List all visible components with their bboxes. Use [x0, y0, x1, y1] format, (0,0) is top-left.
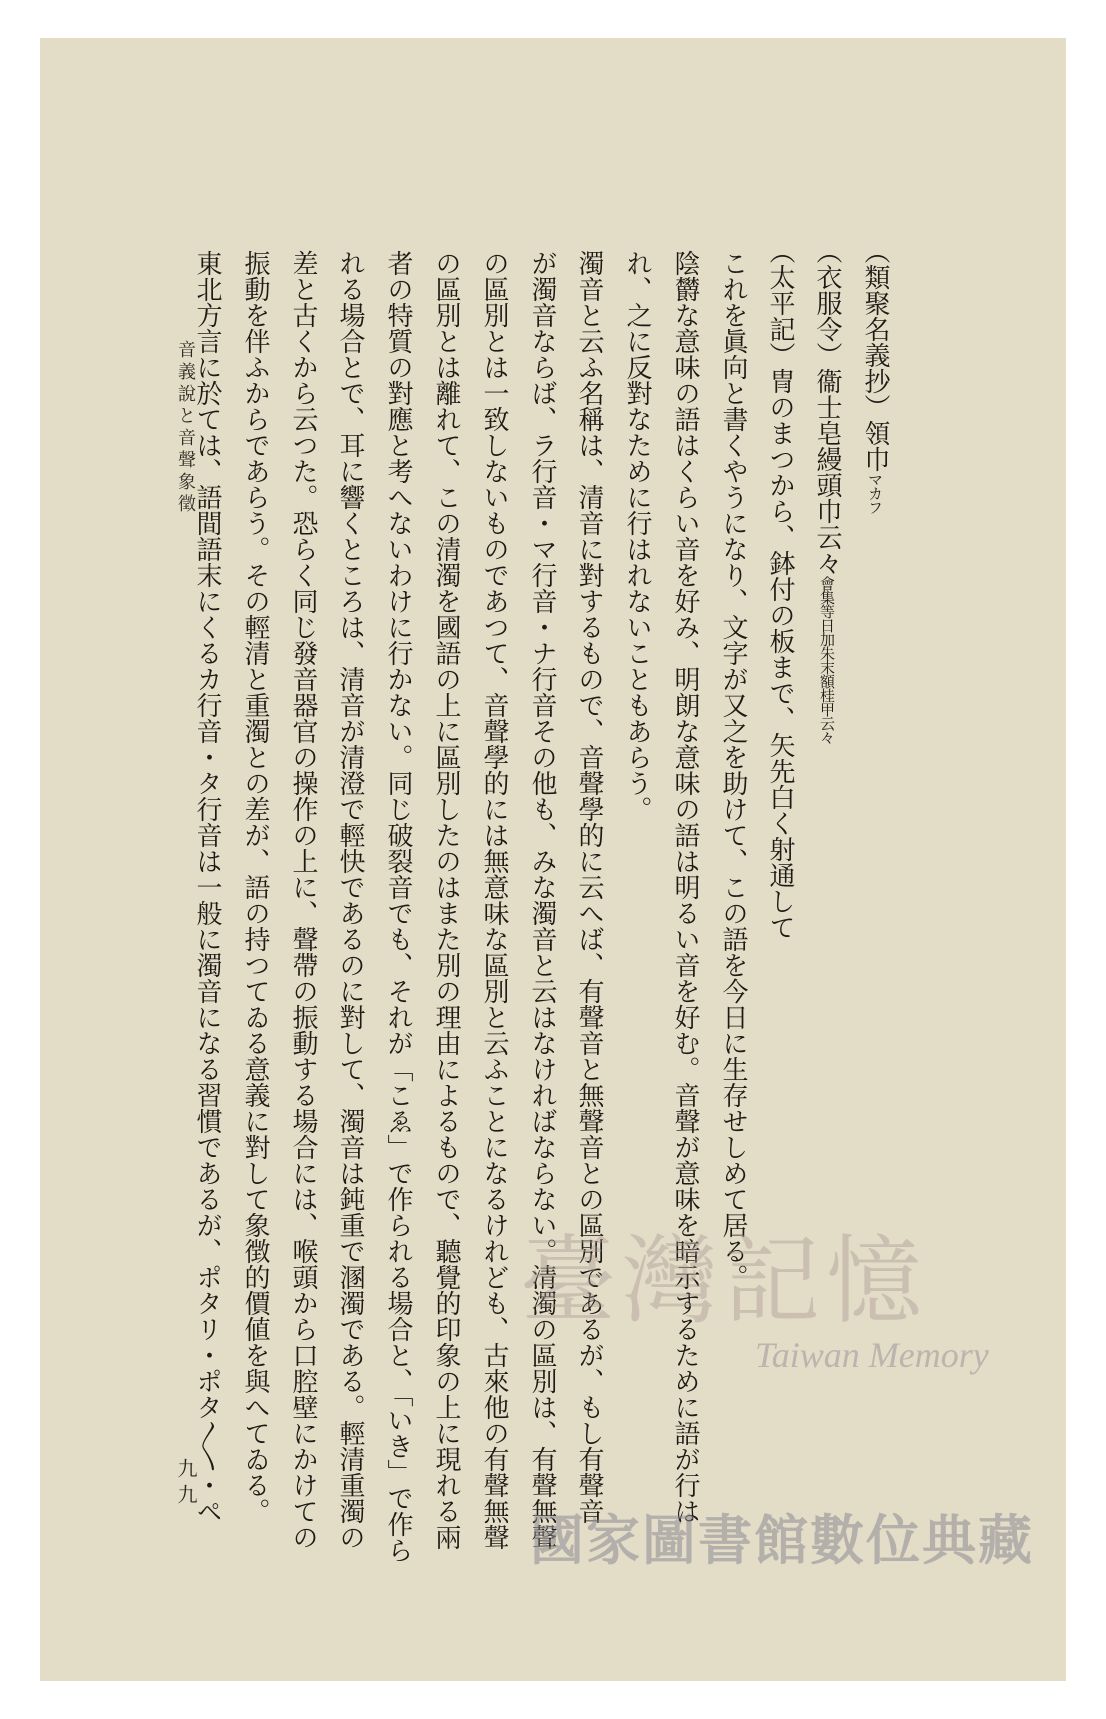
text-column-11: [381, 250, 415, 1563]
column-text: の區別とは一致しないものであつて、音聲學的には無意味な區別と云ふことになるけれども、古來他の有聲無聲: [479, 250, 509, 1550]
column-annotation: マカフ: [866, 472, 884, 514]
text-column-3: [763, 238, 797, 940]
text-column-8: [525, 250, 559, 1550]
text-column-1: [858, 238, 892, 514]
column-text: （太平記）冑のまつから、鉢付の板まで、矢先白く射通して: [765, 238, 795, 940]
running-title: 音義說と音聲象徵: [175, 340, 196, 516]
text-column-10: [429, 250, 463, 1550]
text-column-13: [286, 250, 320, 1550]
column-text: 差と古くから云つた。恐らく同じ發音器官の操作の上に、聲帶の振動する場合には、喉頭から口腔壁にかけての: [288, 250, 318, 1550]
text-column-4: [716, 250, 750, 1290]
book-page: [40, 38, 1066, 1681]
text-column-9: [477, 250, 511, 1550]
watermark-sub-text: 國家圖書館數位典藏: [530, 1509, 1034, 1572]
column-text: れ、之に反對なために行はれないこともあらう。: [622, 250, 652, 822]
text-column-12: [333, 250, 367, 1550]
column-text: 陰欝な意味の語はくらい音を好み、明朗な意味の語は明るい音を好む。音聲が意味を暗示するために語が行は: [670, 250, 700, 1524]
column-text: の區別とは離れて、この清濁を國語の上に區別したのはまた別の理由によるもので、聽覺的印象の上に現れる兩: [431, 250, 461, 1550]
column-text: 東北方言に於ては、語間語末にくるカ行音・タ行音は一般に濁音になる習慣であるが、ポタリ・ポタ〳〵・ペ: [192, 250, 222, 1524]
column-text: が濁音ならば、ラ行音・マ行音・ナ行音その他も、みな濁音と云はなければならない。清濁の區別は、有聲無聲: [527, 250, 557, 1550]
column-text: 者の特質の對應と考へないわけに行かない。同じ破裂音でも、それが「こゑ」で作られる場合と、「いき」で作ら: [383, 250, 413, 1563]
column-text: れる場合とで、耳に響くところは、清音が清澄で輕快であるのに對して、濁音は鈍重で溷濁である。輕清重濁の: [335, 250, 365, 1550]
text-column-7: [572, 250, 606, 1524]
column-text: 濁音と云ふ名稱は、清音に對するもので、音聲學的に云へば、有聲音と無聲音との區別であるが、もし有聲音: [574, 250, 604, 1524]
column-text: （衣服令）衞士皂縵頭巾云々: [812, 238, 842, 576]
text-column-6: [620, 250, 654, 822]
column-annotation: 會集等日加朱末額桂甲云々: [818, 576, 836, 744]
column-text: これを眞向と書くやうになり、文字が又之を助けて、この語を今日に生存せしめて居る。: [718, 250, 748, 1290]
library-watermark: [480, 1225, 1040, 1375]
text-column-14: [238, 250, 272, 1524]
column-text: 振動を伴ふからであらう。その輕清と重濁との差が、語の持つてゐる意義に對して象徴的價値を與へてゐる。: [240, 250, 270, 1524]
watermark-main-text: 臺灣記憶: [520, 1225, 928, 1337]
text-column-5: [668, 250, 702, 1524]
page-number: 九九: [174, 1458, 198, 1510]
text-column-2: [810, 238, 844, 744]
watermark-english-text: Taiwan Memory: [755, 1335, 989, 1375]
column-text: （類聚名義抄）領巾: [860, 238, 890, 472]
